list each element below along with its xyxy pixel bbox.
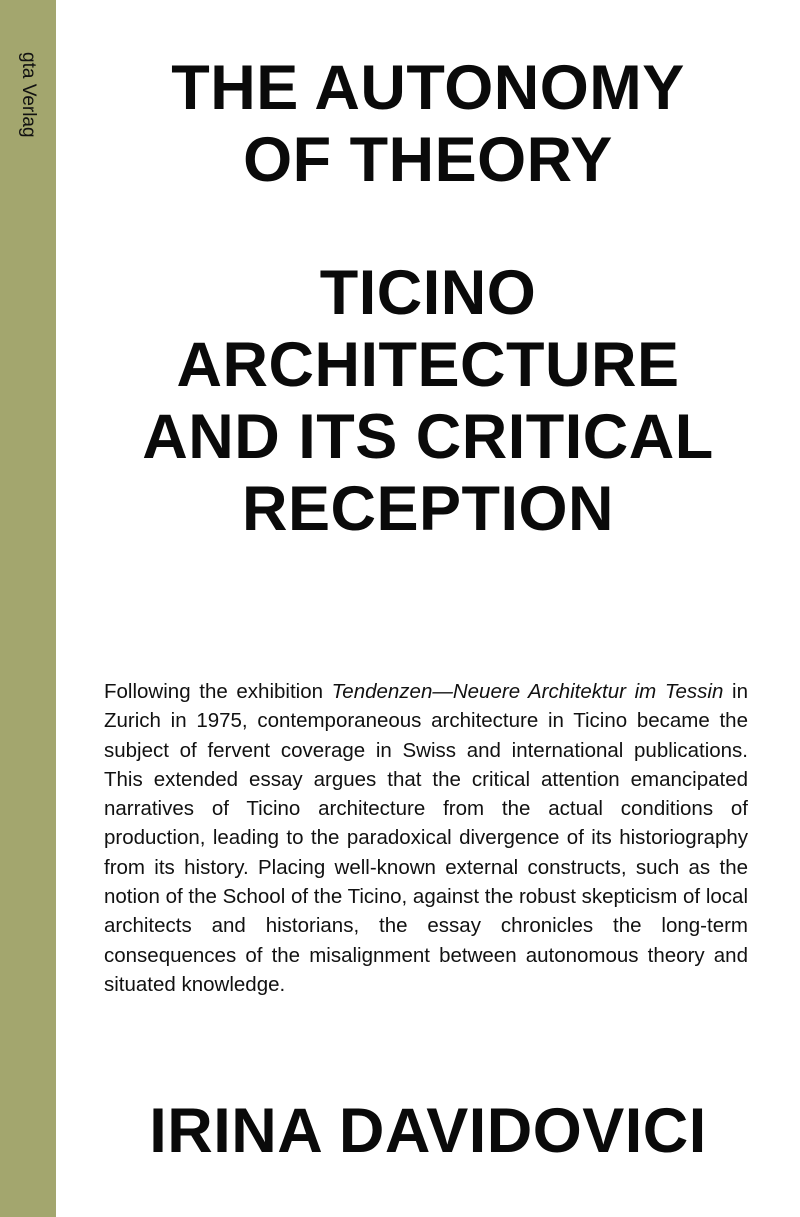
spine-band [0,0,56,1217]
title-line: OF THEORY [243,125,613,195]
book-title [56,52,800,196]
exhibition-title: Tendenzen—Neuere Architektur im Tessin [331,680,724,703]
book-cover [56,0,800,1217]
author-name: IRINA DAVIDOVICI [149,1096,707,1166]
title-line: THE AUTONOMY [171,53,685,123]
description-intro: Following the exhibition [104,680,332,703]
subtitle-line: ARCHITECTURE [176,330,680,400]
description-body: in Zurich in 1975, contemporaneous architecture in Ticino became the subject of fervent coverage in Swiss and international publications. This extended essay argues that the critical attention emancipated narratives of Ticino architecture from the actual conditions of production, leading to the paradoxical divergence of its historiography from its history. Placing well-known external constructs, such as the notion of the School of the Ticino, against the robust skepticism of local architects and historians, the essay chronicles the long-term consequences of the misalignment between autonomous theory and situated knowledge. [104,680,748,996]
book-description [104,677,748,999]
book-subtitle [56,257,800,545]
subtitle-line: TICINO [319,258,537,328]
publisher-label: gta Verlag [18,52,39,138]
subtitle-line: RECEPTION [241,474,615,544]
subtitle-line: AND ITS CRITICAL [142,402,714,472]
